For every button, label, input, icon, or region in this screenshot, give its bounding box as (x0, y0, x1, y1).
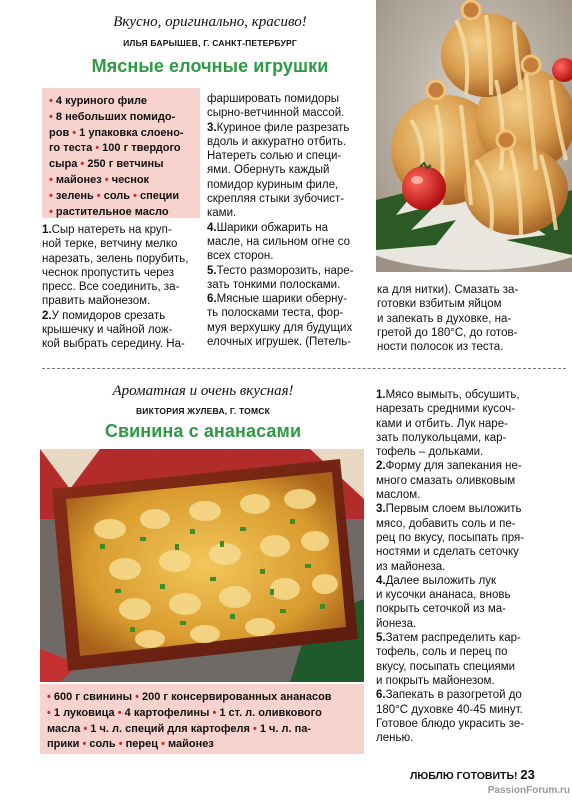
step-line: и покрыть майонезом. (376, 674, 495, 687)
recipe1-photo (376, 0, 572, 272)
step-line: гретой до 180°С, до готов- (377, 326, 518, 339)
step-line: нарезать, зелень порубить, (42, 252, 189, 265)
recipe1-steps-col3 (377, 283, 567, 354)
ingredient-line: масла • 1 ч. л. специй для картофеля • 1 ч. л. па- (47, 722, 312, 735)
recipe1-steps-col1 (42, 223, 204, 352)
step-line: пресс. Все соединить, за- (42, 281, 180, 294)
step-line: 2.У помидоров срезать (42, 309, 166, 322)
step-line: скрепляя стыки зубочист- (207, 193, 345, 206)
recipe2-author: ВИКТОРИЯ ЖУЛЕВА, Г. ТОМСК (135, 406, 271, 416)
step-line: 5.Затем распределить кар- (376, 632, 521, 645)
step-line: 4.Далее выложить лук (376, 574, 497, 587)
step-line: елочных игрушек. (Петель- (207, 336, 352, 349)
step-line: Натереть солью и специ- (207, 150, 342, 163)
step-line: 1.Мясо вымыть, обсушить, (376, 389, 520, 401)
step-line: ной терке, ветчину мелко (42, 238, 178, 251)
recipe1-steps-col2 (207, 92, 373, 349)
step-line: помидор куриным филе, (207, 178, 339, 191)
step-line: тофель – дольками. (376, 446, 484, 459)
step-line: ями. Обернуть каждый (207, 164, 330, 177)
step-line: тофель, соль и перец по (376, 646, 508, 659)
step-line: из майонеза. (376, 560, 446, 573)
step-line: сырно-ветчинной массой. (207, 107, 345, 120)
step-line: вдоль и аккуратно отбить. (207, 135, 347, 148)
recipe2-tagline: Ароматная и очень вкусная! (112, 383, 294, 399)
step-line: фаршировать помидоры (207, 93, 339, 105)
step-line: много смазать оливковым (376, 474, 516, 487)
ingredient-line: • растительное масло (49, 205, 169, 218)
ingredient-line: • майонез • чеснок (49, 173, 150, 186)
step-line: нарезать средними кусоч- (376, 403, 516, 416)
recipe1-title: Мясные елочные игрушки (91, 56, 329, 76)
ingredient-line: • 1 луковица • 4 картофелины • 1 ст. л. оливкового (47, 706, 322, 719)
step-line: чеснок пропустить через (42, 266, 175, 279)
ingredient-line: го теста • 100 г твердого (49, 142, 181, 155)
step-line: 6.Запекать в разогретой до (376, 689, 522, 702)
ingredient-line: • 8 небольших помидо- (49, 110, 176, 123)
step-line: 3.Куриное филе разрезать (207, 121, 350, 134)
step-line: йонеза. (376, 617, 417, 630)
step-line: и запекать в духовке, на- (377, 312, 512, 325)
recipe1-ingredients (42, 88, 200, 218)
step-line: готовки взбитым яйцом (377, 298, 502, 311)
step-line: ками. (207, 207, 237, 220)
step-line: зать полукольцами, кар- (376, 431, 507, 444)
ingredient-line: • 600 г свинины • 200 г консервированных ананасов (47, 691, 332, 703)
step-line: крышечку и чайной лож- (42, 324, 173, 337)
watermark: PassionForum.ru (487, 785, 570, 796)
step-line: 5.Тесто разморозить, наре- (207, 264, 354, 277)
step-line: масле, на сильном огне со (207, 235, 351, 248)
step-line: 4.Шарики обжарить на (207, 221, 328, 234)
step-line: муя верхушку для будущих (207, 321, 353, 334)
step-line: ками и отбить. Лук наре- (376, 417, 508, 430)
recipe2-ingredients (40, 684, 364, 754)
step-line: вкусу, посыпать специями (376, 660, 516, 673)
step-line: всех сторон. (207, 250, 274, 263)
step-line: ленью. (376, 732, 414, 745)
step-line: 6.Мясные шарики оберну- (207, 293, 348, 306)
step-line: Готовое блюдо украсить зе- (376, 717, 525, 730)
step-line: ть полосками теста, фор- (207, 307, 344, 320)
step-line: рец по вкусу, посыпать пря- (376, 531, 525, 544)
step-line: ности полосок из теста. (377, 341, 504, 354)
ingredient-line: прики • соль • перец • майонез (47, 738, 214, 751)
ingredient-line: сыра • 250 г ветчины (49, 158, 164, 171)
ingredient-line: • 4 куриного филе (49, 95, 147, 107)
section-divider (42, 368, 566, 369)
step-line: маслом. (376, 489, 421, 502)
step-line: мясо, добавить соль и пе- (376, 517, 516, 530)
ingredient-line: • зелень • соль • специи (49, 189, 180, 202)
page-footer (410, 767, 570, 782)
step-line: 3.Первым слоем выложить (376, 503, 522, 516)
recipe1-author: ИЛЬЯ БАРЫШЕВ, Г. САНКТ-ПЕТЕРБУРГ (123, 38, 297, 48)
step-line: 180°С духовке 40-45 минут. (376, 703, 523, 716)
step-line: править майонезом. (42, 295, 151, 308)
step-line: покрыть сеточкой из ма- (376, 603, 507, 616)
step-line: зать тонкими полосками. (207, 278, 341, 291)
recipe2-title: Свинина с ананасами (104, 421, 302, 441)
ingredient-line: ров • 1 упаковка слоено- (49, 126, 184, 139)
magazine-name: ЛЮБЛЮ ГОТОВИТЬ! (410, 770, 518, 782)
step-line: 1.Сыр натереть на круп- (42, 224, 172, 236)
step-line: ка для нитки). Смазать за- (377, 284, 519, 296)
recipe1-tagline: Вкусно, оригинально, красиво! (113, 14, 307, 30)
step-line: кой выбрать середину. На- (42, 338, 185, 351)
step-line: 2.Форму для запекания не- (376, 460, 522, 473)
step-line: и кусочки ананаса, вновь (376, 589, 511, 602)
recipe2-steps (376, 388, 568, 745)
recipe2-photo (40, 449, 364, 682)
step-line: ностями и сделать сеточку (376, 546, 519, 559)
page-number: 23 (520, 767, 535, 782)
